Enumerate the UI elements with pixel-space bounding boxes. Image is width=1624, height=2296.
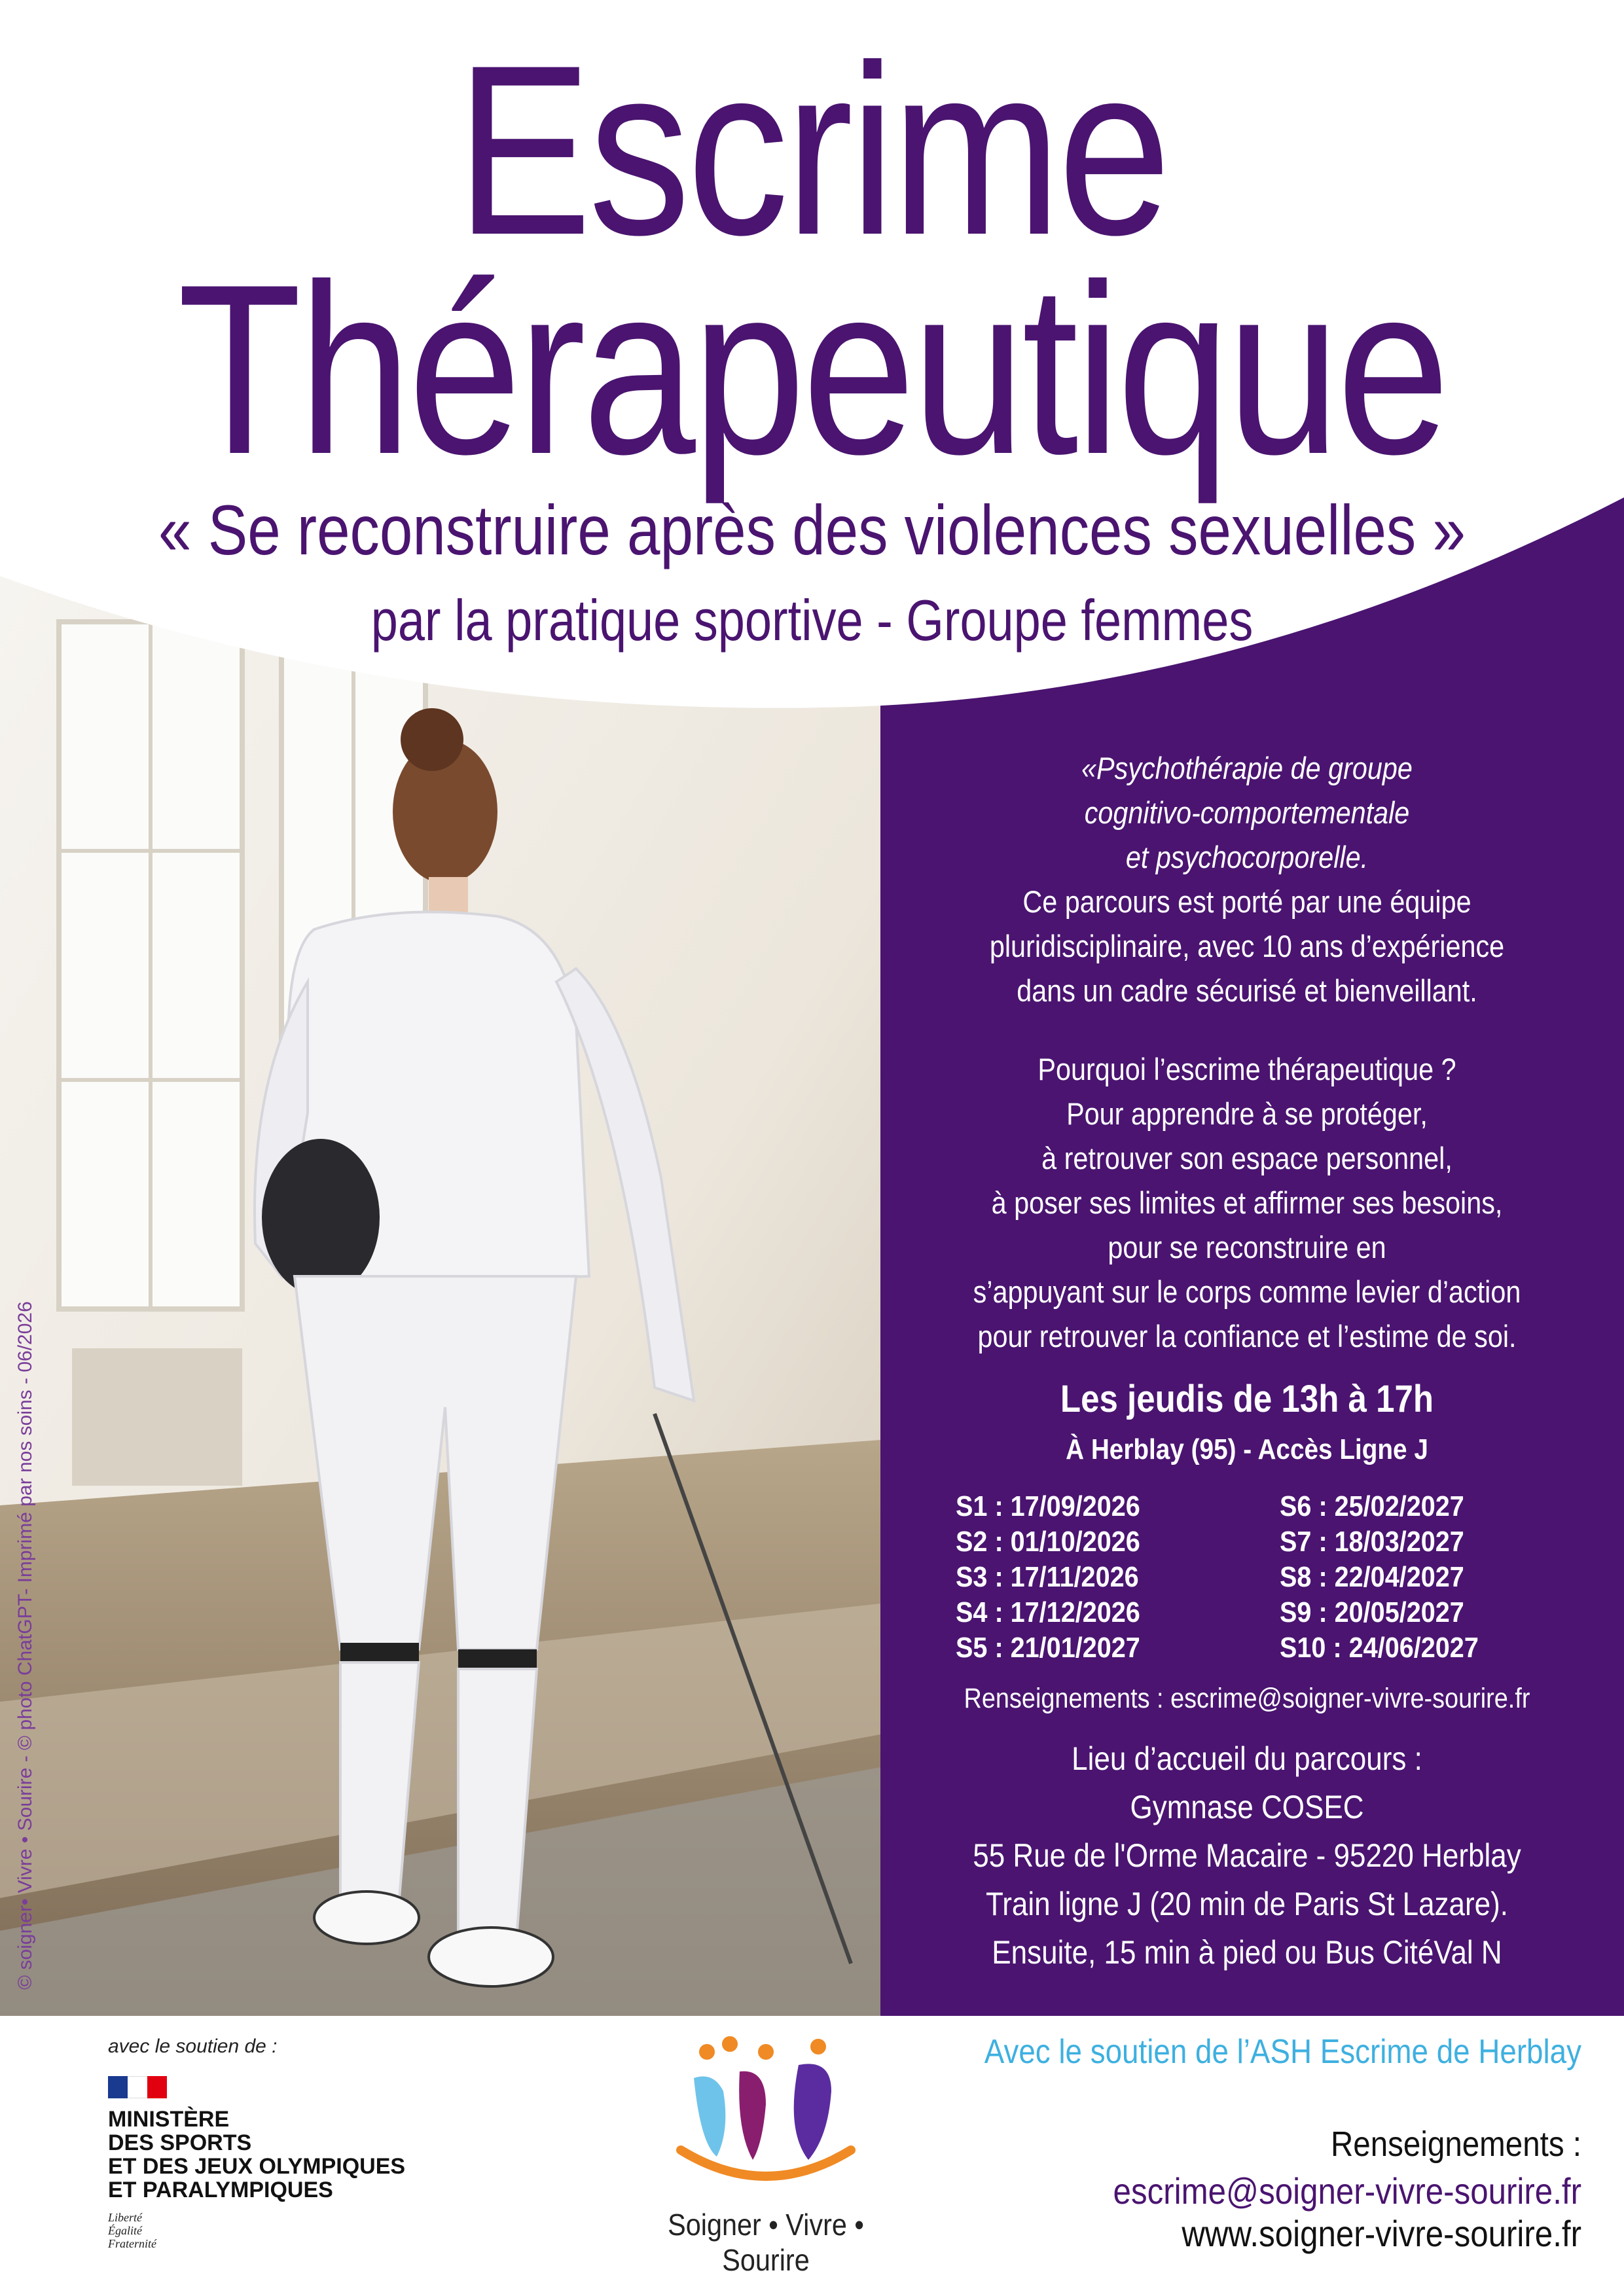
republic-motto (108, 2211, 405, 2250)
intro-text (924, 746, 1570, 1013)
sessions-column-right (1280, 1489, 1479, 1666)
sessions-column-left (956, 1489, 1140, 1666)
logo-name: Soigner • Vivre • Sourire (668, 2208, 864, 2277)
title-line-1: Escrime (456, 15, 1168, 285)
why-line: à poser ses limites et affirmer ses besoins, (991, 1185, 1503, 1220)
why-line: Pourquoi l’escrime thérapeutique ? (1038, 1052, 1456, 1086)
venue-info (924, 1734, 1570, 1977)
ash-support: Avec le soutien de l’ASH Escrime de Herblay (984, 2033, 1581, 2071)
french-flag-icon (108, 2076, 167, 2098)
intro-line: et psychocorporelle. (1125, 840, 1369, 874)
venue-line: 55 Rue de l'Orme Macaire - 95220 Herblay (973, 1837, 1521, 1874)
motto-line: Fraternité (108, 2237, 156, 2250)
session-item: S10 : 24/06/2027 (1280, 1632, 1479, 1664)
photo-credit: © soigner• Vivre • Sourire - © photo ChatGPT- Imprimé par nos soins - 06/2026 (14, 1301, 36, 1990)
website-link[interactable]: www.soigner-vivre-sourire.fr (1182, 2213, 1581, 2254)
ministry-line: MINISTÈRE (108, 2107, 230, 2132)
ministry-name (108, 2108, 405, 2202)
why-line: s’appuyant sur le corps comme levier d’action (973, 1274, 1521, 1309)
motto-line: Liberté (108, 2211, 142, 2224)
session-item: S2 : 01/10/2026 (956, 1526, 1140, 1558)
tagline: par la pratique sportive - Groupe femmes (370, 588, 1254, 653)
why-line: pour retrouver la confiance et l’estime de soi. (977, 1319, 1517, 1354)
ministry-line: DES SPORTS (108, 2130, 252, 2155)
session-item: S7 : 18/03/2027 (1280, 1526, 1464, 1558)
why-line: pour se reconstruire en (1108, 1230, 1386, 1265)
session-item: S5 : 21/01/2027 (956, 1632, 1140, 1664)
venue-line: Gymnase COSEC (1130, 1789, 1364, 1825)
intro-line: Ce parcours est porté par une équipe (1022, 884, 1471, 919)
why-line: à retrouver son espace personnel, (1041, 1141, 1453, 1175)
session-item: S3 : 17/11/2026 (956, 1561, 1139, 1593)
venue-line: Ensuite, 15 min à pied ou Bus CitéVal N (992, 1934, 1502, 1971)
intro-line: «Psychothérapie de groupe (1081, 751, 1413, 785)
ministry-line: ET PARALYMPIQUES (108, 2178, 333, 2202)
venue-line: Train ligne J (20 min de Paris St Lazare). (985, 1886, 1509, 1922)
footer-contact (861, 2032, 1581, 2255)
contact-line: Renseignements : escrime@soigner-vivre-sourire.fr (964, 1683, 1530, 1714)
session-item: S8 : 22/04/2027 (1280, 1561, 1464, 1593)
logo-graphic (668, 2032, 864, 2196)
subtitle: « Se reconstruire après des violences sexuelles » (158, 490, 1466, 569)
intro-line: dans un cadre sécurisé et bienveillant. (1017, 973, 1477, 1008)
why-line: Pour apprendre à se protéger, (1066, 1096, 1428, 1131)
fencer-photo (0, 576, 880, 2016)
intro-line: cognitivo-comportementale (1084, 795, 1410, 830)
schedule: Les jeudis de 13h à 17h (1060, 1378, 1434, 1420)
motto-line: Égalité (108, 2224, 142, 2237)
location-short: À Herblay (95) - Accès Ligne J (1066, 1433, 1428, 1465)
email-link[interactable]: escrime@soigner-vivre-sourire.fr (1113, 2170, 1581, 2212)
support-label: avec le soutien de : (108, 2036, 278, 2057)
session-item: S9 : 20/05/2027 (1280, 1596, 1464, 1628)
intro-line: pluridisciplinaire, avec 10 ans d’expérience (989, 929, 1505, 963)
title-line-2: Thérapeutique (177, 234, 1447, 505)
ministry-line: ET DES JEUX OLYMPIQUES (108, 2154, 406, 2179)
ministry-block (108, 2036, 405, 2250)
session-item: S4 : 17/12/2026 (956, 1596, 1140, 1628)
why-text (924, 1047, 1570, 1359)
session-item: S6 : 25/02/2027 (1280, 1490, 1464, 1522)
session-item: S1 : 17/09/2026 (956, 1490, 1140, 1522)
venue-line: Lieu d’accueil du parcours : (1072, 1740, 1422, 1777)
contact-label: Renseignements : (1330, 2125, 1581, 2164)
